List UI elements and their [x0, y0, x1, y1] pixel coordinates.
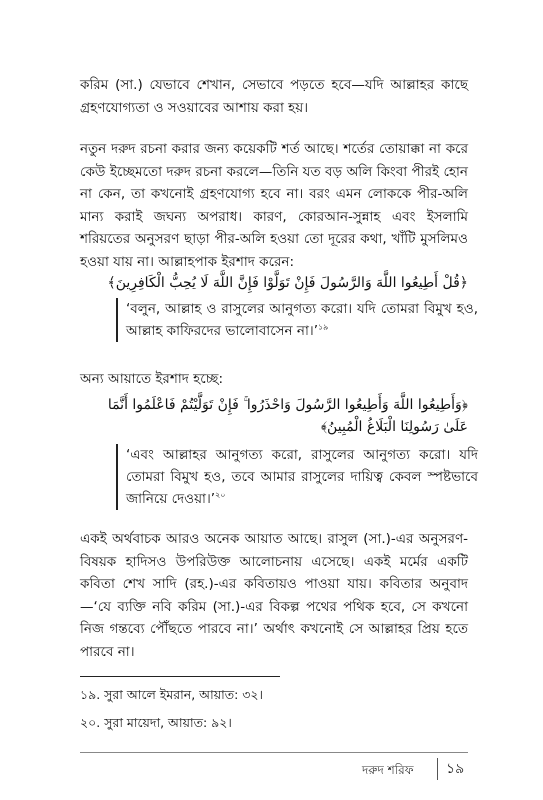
paragraph-4: একই অর্থবাচক আরও অনেক আয়াত আছে। রাসুল (সা.)-এর অনুসরণ-বিষয়ক হাদিসও উপরিউক্ত আলোচনায় এসেছে। একই মর্মের একটি কবিতা শেখ সাদি (রহ.)-এর কবিতায়ও পাওয়া যায়। কবিতার অনুবাদ—‘যে ব্যক্তি নবি করিম (সা.)-এর বিকল্প পথের পথিক হবে, সে কখনো নিজ গন্তব্যে পৌঁছতে পারবে না।’ অর্থাৎ কখনোই সে আল্লাহর প্রিয় হতে পারবে না। [80, 531, 468, 660]
footer-separator [437, 758, 438, 780]
footnote-divider [80, 676, 280, 677]
translation-quote-1 [116, 298, 478, 342]
running-title: দরুদ শরিফ [362, 763, 414, 777]
page-number: ১৯ [446, 761, 465, 777]
arabic-verse-1: ﴿قُلْ أَطِيعُوا اللَّهَ وَالرَّسُولَ فَإِنْ تَوَلَّوْا فَإِنَّ اللَّهَ لَا يُحِبُّ الْكَافِرِينَ﴾ [107, 275, 468, 291]
footnote-ref-19: ১৯ [317, 322, 329, 332]
quote-2-text: ‘এবং আল্লাহর আনুগত্য করো, রাসুলের আনুগত্য করো। যদি তোমরা বিমুখ হও, তবে আমার রাসুলের দায়িত্ব কেবল স্পষ্টভাবে জানিয়ে দেওয়া।’ [126, 447, 478, 507]
footer-divider [80, 752, 468, 753]
paragraph-2: নতুন দরুদ রচনা করার জন্য কয়েকটি শর্ত আছে। শর্তের তোয়াক্কা না করে কেউ ইচ্ছেমতো দরুদ রচনা করলে—তিনি যত বড় অলি কিংবা পীরই হোন না কেন, তা কখনোই গ্রহণযোগ্য হবে না। বরং এমন লোককে পীর-অলি মান্য করাই জঘন্য অপরাধ। কারণ, কোরআন-সুন্নাহ এবং ইসলামি শরিয়তের অনুসরণ ছাড়া পীর-অলি হওয়া তো দূরের কথা, খাঁটি মুসলিমও হওয়া যায় না। আল্লাহপাক ইরশাদ করেন: [80, 141, 468, 270]
paragraph-1: করিম (সা.) যেভাবে শেখান, সেভাবে পড়তে হবে—যদি আল্লাহর কাছে গ্রহণযোগ্যতা ও সওয়াবের আশায় করা হয়। [80, 77, 468, 116]
arabic-verse-2: ﴿وَأَطِيعُوا اللَّهَ وَأَطِيعُوا الرَّسُولَ وَاحْذَرُوا ۚ فَإِنْ تَوَلَّيْتُمْ فَاعْلَمُوا أَنَّمَا عَلَىٰ رَسُولِنَا الْبَلَاغُ الْمُبِينُ﴾ [107, 397, 468, 435]
paragraph-3: অন্য আয়াতে ইরশাদ হচ্ছে: [80, 371, 223, 387]
footnote-ref-20: ২০ [215, 490, 226, 500]
footnote-20: ২০. সুরা মায়েদা, আয়াত: ৯২। [80, 715, 232, 730]
footnote-19: ১৯. সুরা আলে ইমরান, আয়াত: ৩২। [80, 687, 264, 702]
quote-1-text: ‘বলুন, আল্লাহ ও রাসুলের আনুগত্য করো। যদি তোমরা বিমুখ হও, আল্লাহ কাফিরদের ভালোবাসেন না।’ [126, 301, 478, 339]
translation-quote-2 [116, 444, 478, 510]
